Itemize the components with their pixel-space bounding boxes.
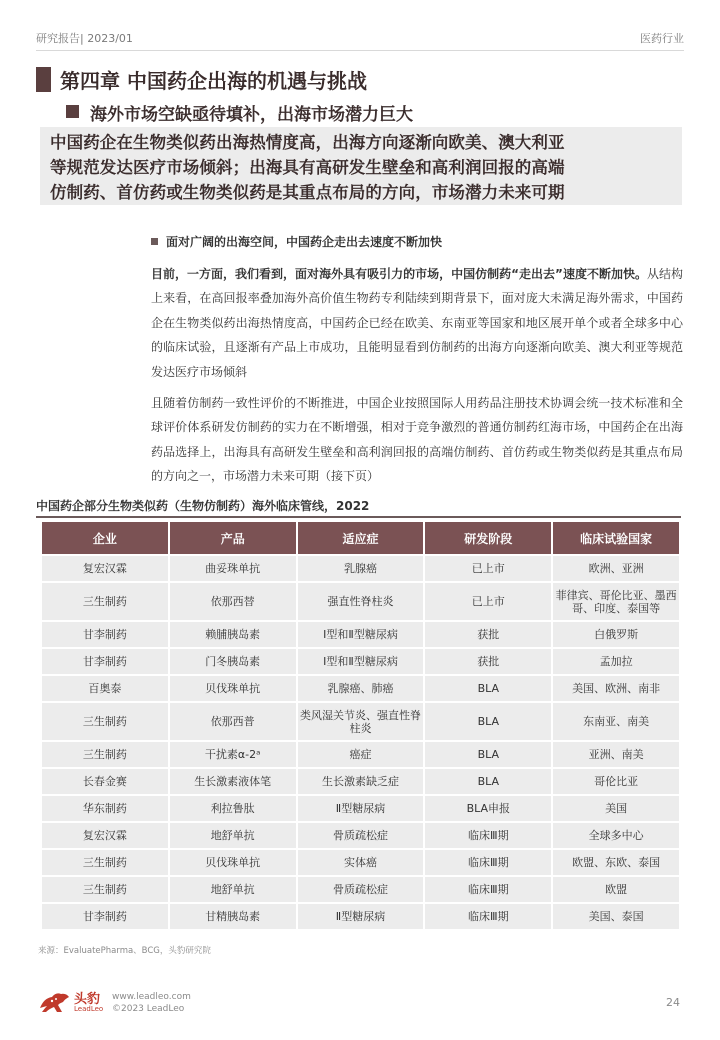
cell-countries: 美国、欧洲、南非	[553, 676, 679, 701]
leopard-logo-icon	[38, 988, 72, 1016]
leadleo-logo	[38, 988, 104, 1016]
table-row	[42, 877, 679, 902]
cell-countries: 哥伦比亚	[553, 769, 679, 794]
cell-company: 百奥泰	[42, 676, 168, 701]
cell-countries: 美国、泰国	[553, 904, 679, 929]
footer-text	[112, 991, 191, 1015]
chapter-bar	[36, 67, 51, 92]
cell-company: 长春金赛	[42, 769, 168, 794]
cell-product: 甘精胰岛素	[170, 904, 296, 929]
website-link[interactable]: www.leadleo.com	[112, 992, 191, 1002]
table-title-underline	[36, 516, 681, 518]
column-header-countries: 临床试验国家	[553, 522, 679, 554]
paragraph-1-bold: 目前，一方面，我们看到，面对海外具有吸引力的市场，中国仿制药“走出去”速度不断加快。	[151, 267, 647, 281]
cell-company: 三生制药	[42, 742, 168, 767]
summary-line: 仿制药、首仿药或生物类似药是其重点布局的方向，市场潜力未来可期	[50, 183, 565, 202]
cell-stage: BLA	[425, 703, 551, 740]
cell-stage: 已上市	[425, 556, 551, 581]
column-header-indication: 适应症	[298, 522, 424, 554]
paragraph-1	[151, 262, 683, 384]
cell-company: 甘李制药	[42, 649, 168, 674]
cell-indication: 生长激素缺乏症	[298, 769, 424, 794]
table-row	[42, 796, 679, 821]
cell-indication: 乳腺癌、肺癌	[298, 676, 424, 701]
cell-product: 生长激素液体笔	[170, 769, 296, 794]
table-row	[42, 823, 679, 848]
table-row	[42, 703, 679, 740]
cell-company: 甘李制药	[42, 904, 168, 929]
cell-indication: 骨质疏松症	[298, 823, 424, 848]
report-date: 研究报告| 2023/01	[36, 32, 133, 45]
table-row	[42, 556, 679, 581]
header-divider	[36, 50, 684, 51]
table-header-row	[42, 522, 679, 554]
cell-indication: 类风湿关节炎、强直性脊柱炎	[298, 703, 424, 740]
paragraph-2: 且随着仿制药一致性评价的不断推进，中国企业按照国际人用药品注册技术协调会统一技术标准和全球评价体系研发仿制药的实力在不断增强，相对于竞争激烈的普通仿制药红海市场，中国药企在出海药品选择上，出海具有高研发生壁垒和高利润回报的高端仿制药、首仿药或生物类似药是其重点布局的方向之一，市场潜力未来可期（接下页）	[151, 396, 683, 484]
cell-stage: 已上市	[425, 583, 551, 620]
cell-stage: BLA申报	[425, 796, 551, 821]
bullet-square-icon	[151, 238, 158, 245]
copyright: ©2023 LeadLeo	[112, 1004, 185, 1014]
logo-en-text: LeadLeo	[74, 1005, 104, 1013]
cell-product: 干扰素α-2ᵃ	[170, 742, 296, 767]
cell-countries: 欧盟	[553, 877, 679, 902]
cell-product: 贝伐珠单抗	[170, 676, 296, 701]
cell-company: 复宏汉霖	[42, 556, 168, 581]
cell-indication: Ⅰ型和Ⅱ型糖尿病	[298, 622, 424, 647]
cell-company: 华东制药	[42, 796, 168, 821]
cell-product: 地舒单抗	[170, 877, 296, 902]
cell-stage: 临床Ⅲ期	[425, 904, 551, 929]
column-header-stage: 研发阶段	[425, 522, 551, 554]
industry-label: 医药行业	[640, 32, 684, 45]
section-square-icon	[66, 105, 79, 118]
cell-countries: 欧洲、亚洲	[553, 556, 679, 581]
cell-product: 曲妥珠单抗	[170, 556, 296, 581]
source-note: 来源：EvaluatePharma、BCG，头豹研究院	[38, 946, 211, 956]
cell-product: 门冬胰岛素	[170, 649, 296, 674]
paragraph-1-text: 从结构上来看，在高回报率叠加海外高价值生物药专利陆续到期背景下，面对庞大未满足海外需求，中国药企在生物类似药出海热情度高，中国药企已经在欧美、东南亚等国家和地区展开单个或者全球多中心的临床试验，且逐渐有产品上市成功，且能明显看到仿制药的出海方向逐渐向欧美、澳大利亚等规范发达医疗市场倾斜	[151, 267, 683, 379]
cell-stage: 获批	[425, 649, 551, 674]
summary-line: 中国药企在生物类似药出海热情度高，出海方向逐渐向欧美、澳大利亚	[50, 133, 565, 152]
table-row	[42, 742, 679, 767]
cell-company: 三生制药	[42, 877, 168, 902]
cell-countries: 欧盟、东欧、泰国	[553, 850, 679, 875]
table-row	[42, 622, 679, 647]
summary-box	[40, 127, 682, 205]
cell-product: 贝伐珠单抗	[170, 850, 296, 875]
cell-stage: 临床Ⅲ期	[425, 877, 551, 902]
cell-product: 依那西替	[170, 583, 296, 620]
cell-company: 复宏汉霖	[42, 823, 168, 848]
table-title: 中国药企部分生物类似药（生物仿制药）海外临床管线，2022	[36, 499, 370, 513]
table-row	[42, 583, 679, 620]
cell-product: 利拉鲁肽	[170, 796, 296, 821]
cell-indication: 实体癌	[298, 850, 424, 875]
cell-stage: BLA	[425, 742, 551, 767]
cell-company: 甘李制药	[42, 622, 168, 647]
pipeline-table	[40, 520, 681, 931]
cell-indication: Ⅱ型糖尿病	[298, 904, 424, 929]
page-number: 24	[666, 996, 680, 1009]
summary-line: 等规范发达医疗市场倾斜；出海具有高研发生壁垒和高利润回报的高端	[50, 158, 565, 177]
cell-company: 三生制药	[42, 850, 168, 875]
cell-countries: 菲律宾、哥伦比亚、墨西哥、印度、泰国等	[553, 583, 679, 620]
table-row	[42, 904, 679, 929]
column-header-company: 企业	[42, 522, 168, 554]
cell-company: 三生制药	[42, 703, 168, 740]
cell-product: 地舒单抗	[170, 823, 296, 848]
cell-countries: 全球多中心	[553, 823, 679, 848]
cell-countries: 美国	[553, 796, 679, 821]
body-heading	[151, 233, 442, 250]
cell-stage: 临床Ⅲ期	[425, 823, 551, 848]
cell-indication: Ⅰ型和Ⅱ型糖尿病	[298, 649, 424, 674]
cell-indication: 骨质疏松症	[298, 877, 424, 902]
cell-countries: 孟加拉	[553, 649, 679, 674]
cell-countries: 亚洲、南美	[553, 742, 679, 767]
cell-company: 三生制药	[42, 583, 168, 620]
table-row	[42, 676, 679, 701]
cell-product: 赖脯胰岛素	[170, 622, 296, 647]
table-row	[42, 649, 679, 674]
page-header	[36, 30, 684, 46]
cell-stage: 获批	[425, 622, 551, 647]
cell-indication: 强直性脊柱炎	[298, 583, 424, 620]
logo-cn-text: 头豹	[74, 992, 101, 1007]
cell-stage: BLA	[425, 676, 551, 701]
cell-stage: BLA	[425, 769, 551, 794]
chapter-title: 第四章 中国药企出海的机遇与挑战	[60, 69, 367, 93]
column-header-product: 产品	[170, 522, 296, 554]
section-title: 海外市场空缺亟待填补，出海市场潜力巨大	[90, 105, 413, 125]
cell-indication: 癌症	[298, 742, 424, 767]
cell-countries: 白俄罗斯	[553, 622, 679, 647]
cell-countries: 东南亚、南美	[553, 703, 679, 740]
cell-indication: Ⅱ型糖尿病	[298, 796, 424, 821]
cell-stage: 临床Ⅲ期	[425, 850, 551, 875]
cell-indication: 乳腺癌	[298, 556, 424, 581]
cell-product: 依那西普	[170, 703, 296, 740]
table-row	[42, 769, 679, 794]
body-heading-text: 面对广阔的出海空间，中国药企走出去速度不断加快	[166, 235, 443, 249]
table-row	[42, 850, 679, 875]
table-body	[42, 556, 679, 929]
